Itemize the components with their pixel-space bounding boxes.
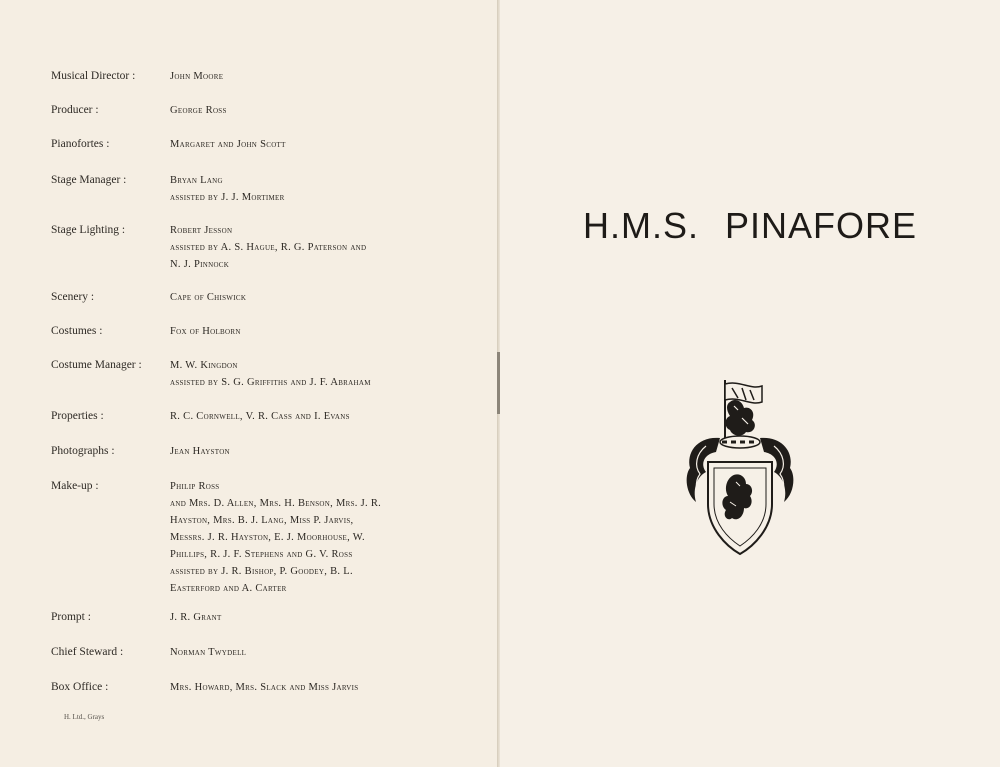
credit-line: Philip Ross xyxy=(170,481,220,492)
credit-names xyxy=(170,443,438,460)
credit-names xyxy=(170,679,438,696)
credit-line: Jean Hayston xyxy=(170,446,230,457)
right-page xyxy=(500,0,1000,767)
title-part-pinafore: PINAFORE xyxy=(724,205,918,246)
credit-names xyxy=(170,357,438,391)
credit-line: Messrs. J. R. Hayston, E. J. Moorhouse, W. xyxy=(170,532,365,543)
credit-names xyxy=(170,102,438,119)
credit-names xyxy=(170,68,438,85)
credit-line: Fox of Holborn xyxy=(170,326,241,337)
credit-line: assisted by J. J. Mortimer xyxy=(170,192,285,203)
credit-line: Hayston, Mrs. B. J. Lang, Miss P. Jarvis, xyxy=(170,515,354,526)
title-part-hms: H.M.S. xyxy=(582,205,699,246)
credit-line: Mrs. Howard, Mrs. Slack and Miss Jarvis xyxy=(170,682,359,693)
credit-role: Photographs : xyxy=(51,445,115,457)
credit-role: Box Office : xyxy=(51,681,109,693)
credit-line: J. R. Grant xyxy=(170,612,222,623)
credit-line: M. W. Kingdon xyxy=(170,360,238,371)
credit-names xyxy=(170,478,438,597)
coat-of-arms-icon xyxy=(680,376,800,561)
credit-line: Bryan Lang xyxy=(170,175,223,186)
credit-role: Producer : xyxy=(51,104,99,116)
credit-line: John Moore xyxy=(170,71,224,82)
credit-names xyxy=(170,644,438,661)
credit-names xyxy=(170,172,438,206)
credit-line: Robert Jesson xyxy=(170,225,233,236)
credit-line: R. C. Cornwell, V. R. Cass and I. Evans xyxy=(170,411,350,422)
credit-names xyxy=(170,609,438,626)
credit-role: Prompt : xyxy=(51,611,91,623)
credit-line: Phillips, R. J. F. Stephens and G. V. Ross xyxy=(170,549,353,560)
credit-line: Norman Twydell xyxy=(170,647,247,658)
left-page xyxy=(0,0,498,767)
credit-names xyxy=(170,323,438,340)
credit-role: Chief Steward : xyxy=(51,646,124,658)
credit-role: Pianofortes : xyxy=(51,138,110,150)
credit-names xyxy=(170,408,438,425)
credit-role: Musical Director : xyxy=(51,70,136,82)
credit-line: Cape of Chiswick xyxy=(170,292,247,303)
credit-names xyxy=(170,289,438,306)
credit-names xyxy=(170,136,438,153)
credit-line: George Ross xyxy=(170,105,227,116)
credit-line: N. J. Pinnock xyxy=(170,259,230,270)
page-title xyxy=(500,205,1000,247)
printer-imprint: H. Ltd., Grays xyxy=(64,713,105,721)
credit-line: assisted by A. S. Hague, R. G. Paterson and xyxy=(170,242,367,253)
credit-role: Costumes : xyxy=(51,325,103,337)
credit-line: assisted by S. G. Griffiths and J. F. Abraham xyxy=(170,377,371,388)
credit-role: Stage Manager : xyxy=(51,174,127,186)
credit-line: Margaret and John Scott xyxy=(170,139,286,150)
credit-role: Make-up : xyxy=(51,480,99,492)
credit-line: assisted by J. R. Bishop, P. Goodey, B. L. xyxy=(170,566,353,577)
credit-role: Stage Lighting : xyxy=(51,224,126,236)
credit-role: Properties : xyxy=(51,410,104,422)
credit-names xyxy=(170,222,438,273)
credit-line: and Mrs. D. Allen, Mrs. H. Benson, Mrs. J. R. xyxy=(170,498,382,509)
credit-line: Easterford and A. Carter xyxy=(170,583,287,594)
credit-role: Scenery : xyxy=(51,291,95,303)
credit-role: Costume Manager : xyxy=(51,359,142,371)
